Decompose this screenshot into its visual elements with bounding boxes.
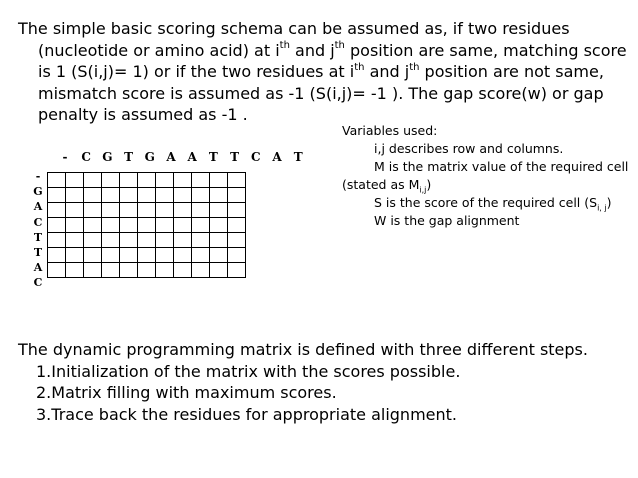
intro-text-3: position are same, matching score is 1 (S(i,j)= 1) or if the two residues at i [38, 40, 627, 81]
stated-post: ) [426, 177, 432, 192]
intro-sup-3: th [354, 61, 365, 73]
s-pre: S is the score of the required cell (S [374, 195, 598, 210]
matrix-cell [138, 263, 156, 278]
outro-section [18, 339, 623, 425]
matrix-column-header: T [124, 150, 134, 164]
matrix-cell [48, 188, 66, 203]
variable-s [342, 194, 632, 212]
matrix-column-header: A [166, 150, 176, 164]
matrix-column-header: A [187, 150, 197, 164]
matrix-row [48, 233, 246, 248]
matrix-cell [66, 173, 84, 188]
matrix-column-header: T [208, 150, 218, 164]
matrix-cell [210, 173, 228, 188]
matrix-cell [228, 203, 246, 218]
intro-text-4: and j [364, 62, 410, 81]
matrix-cell [174, 203, 192, 218]
matrix-row [48, 263, 246, 278]
matrix-cell [66, 233, 84, 248]
matrix-cell [84, 173, 102, 188]
matrix-cell [120, 173, 138, 188]
variables-heading: Variables used: [342, 123, 438, 138]
matrix-cell [138, 248, 156, 263]
scoring-matrix-grid [47, 172, 246, 278]
outro-title: The dynamic programming matrix is defined with three different steps. [18, 340, 588, 359]
intro-paragraph [18, 18, 638, 126]
step-1: 1.Initialization of the matrix with the scores possible. [36, 361, 461, 381]
matrix-cell [102, 173, 120, 188]
matrix-cell [138, 233, 156, 248]
matrix-cell [228, 188, 246, 203]
matrix-column-header: G [144, 150, 155, 164]
intro-text-1: The simple basic scoring schema can be assumed as, if two residues (nucleotide or amino acid) at i [18, 19, 570, 60]
matrix-cell [192, 203, 210, 218]
matrix-cell [174, 248, 192, 263]
matrix-cell [84, 188, 102, 203]
matrix-row-header: T [33, 246, 43, 259]
matrix-cell [210, 263, 228, 278]
matrix-cell [210, 248, 228, 263]
matrix-cell [192, 173, 210, 188]
matrix-cell [102, 248, 120, 263]
matrix-cell [192, 248, 210, 263]
intro-sup-4: th [409, 61, 420, 73]
step-3: 3.Trace back the residues for appropriate alignment. [36, 404, 457, 424]
matrix-row-header: C [33, 215, 43, 229]
matrix-row-header: A [33, 200, 43, 214]
stated-pre: (stated as M [342, 177, 420, 192]
matrix-cell [156, 188, 174, 203]
matrix-row [48, 173, 246, 188]
variable-w: W is the gap alignment [374, 213, 520, 228]
matrix-cell [174, 218, 192, 233]
matrix-column-header: T [230, 150, 240, 164]
matrix-row-header: T [33, 230, 43, 244]
matrix-cell [174, 173, 192, 188]
intro-sup-2: th [334, 40, 345, 52]
matrix-cell [228, 218, 246, 233]
matrix-cell [210, 203, 228, 218]
matrix-cell [210, 188, 228, 203]
matrix-cell [120, 203, 138, 218]
matrix-cell [102, 263, 120, 278]
step-2: 2.Matrix filling with maximum scores. [36, 383, 337, 402]
matrix-cell [48, 173, 66, 188]
matrix-cell [48, 203, 66, 218]
matrix-cell [102, 203, 120, 218]
matrix-cell [120, 233, 138, 248]
matrix-cell [192, 233, 210, 248]
matrix-cell [66, 188, 84, 203]
matrix-cell [102, 233, 120, 248]
matrix-cell [66, 203, 84, 218]
matrix-row [48, 248, 246, 263]
matrix-row-header: - [35, 170, 41, 183]
variable-ij: i,j describes row and columns. [374, 141, 564, 156]
matrix-column-header: C [251, 150, 261, 164]
matrix-cell [102, 218, 120, 233]
matrix-cell [156, 203, 174, 218]
matrix-cell [156, 263, 174, 278]
matrix-cell [156, 233, 174, 248]
matrix-column-header: - [62, 150, 68, 164]
matrix-cell [192, 188, 210, 203]
matrix-column-header: G [102, 150, 113, 164]
matrix-cell [48, 248, 66, 263]
matrix-cell [156, 218, 174, 233]
matrix-cell [102, 188, 120, 203]
matrix-row [48, 218, 246, 233]
matrix-cell [156, 173, 174, 188]
matrix-row [48, 188, 246, 203]
matrix-cell [48, 233, 66, 248]
matrix-row-header: G [33, 185, 43, 199]
variables-panel [342, 122, 632, 230]
matrix-cell [228, 233, 246, 248]
matrix-cell [192, 218, 210, 233]
intro-text-5: position are not same, mismatch score is assumed as -1 (S(i,j)= -1 ). The gap score(w) or gap penalty is assumed as -1 . [38, 62, 604, 124]
matrix-cell [138, 188, 156, 203]
matrix-cell [84, 233, 102, 248]
matrix-cell [138, 218, 156, 233]
s-post: ) [606, 195, 612, 210]
matrix-cell [66, 248, 84, 263]
matrix-cell [210, 218, 228, 233]
matrix-column-header: C [81, 150, 91, 164]
matrix-cell [66, 263, 84, 278]
matrix-row-header: A [33, 261, 43, 275]
matrix-cell [174, 263, 192, 278]
matrix-cell [228, 248, 246, 263]
matrix-cell [120, 248, 138, 263]
variable-stated [342, 176, 632, 194]
matrix-cell [84, 263, 102, 278]
matrix-cell [228, 263, 246, 278]
intro-sup-1: th [279, 40, 290, 52]
matrix-cell [210, 233, 228, 248]
stated-sub: i,j [419, 185, 427, 195]
matrix-cell [192, 263, 210, 278]
matrix-row-header: C [33, 276, 43, 290]
variable-m: M is the matrix value of the required cell [374, 159, 629, 174]
matrix-cell [84, 218, 102, 233]
matrix-column-header: T [293, 150, 303, 164]
matrix-cell [120, 188, 138, 203]
matrix-cell [228, 173, 246, 188]
matrix-cell [174, 233, 192, 248]
matrix-cell [84, 248, 102, 263]
matrix-cell [48, 218, 66, 233]
matrix-row [48, 203, 246, 218]
s-sub: i, j [597, 203, 607, 213]
matrix-cell [120, 218, 138, 233]
matrix-cell [156, 248, 174, 263]
matrix-cell [66, 218, 84, 233]
intro-text-2: and j [289, 40, 335, 60]
matrix-column-header: A [272, 150, 282, 164]
matrix-cell [120, 263, 138, 278]
matrix-cell [174, 188, 192, 203]
matrix-cell [84, 203, 102, 218]
matrix-cell [48, 263, 66, 278]
matrix-cell [138, 203, 156, 218]
matrix-cell [138, 173, 156, 188]
